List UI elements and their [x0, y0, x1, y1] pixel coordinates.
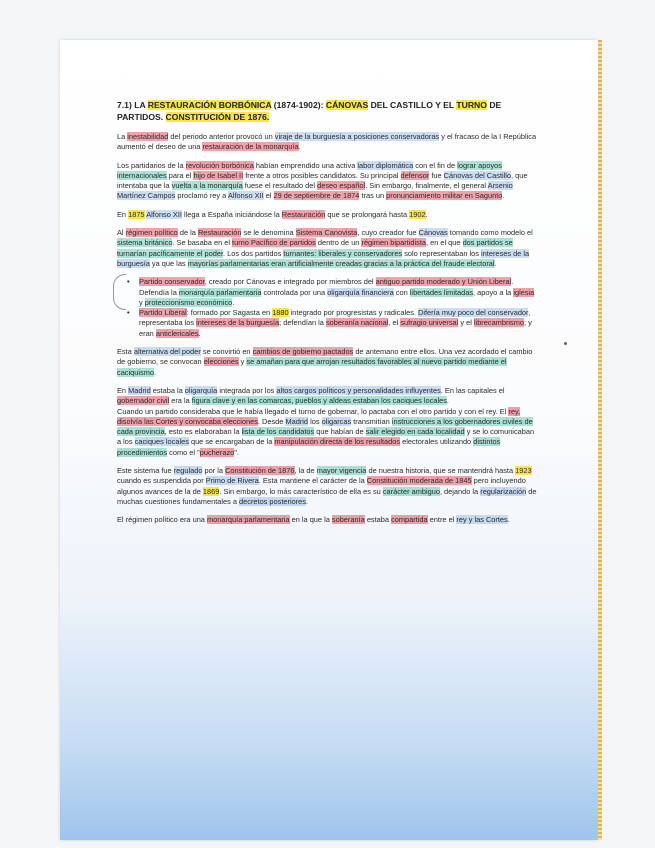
- highlight: régimen bipartidista: [361, 238, 426, 248]
- highlight: soberanía nacional: [325, 318, 389, 328]
- highlight: defensor: [400, 170, 430, 180]
- highlight: pucherazo: [199, 447, 235, 457]
- highlight: regularización: [480, 486, 527, 496]
- text: de nuestra historia, que se mantendrá hasta: [366, 466, 516, 476]
- document-content: [117, 100, 537, 534]
- text: .: [232, 297, 235, 307]
- paragraph-6: [117, 386, 537, 407]
- highlight: intereses de la burguesía: [117, 248, 530, 268]
- text: El régimen político era una: [117, 515, 207, 525]
- text: frente a otros posibles candidatos. Su principal: [243, 170, 401, 180]
- text: .: [446, 396, 449, 406]
- text: . Los dos partidos: [223, 248, 284, 258]
- text: , dejando la: [439, 486, 481, 496]
- text: . Desde: [257, 416, 286, 426]
- list-item: [139, 308, 537, 339]
- text: En: [117, 385, 129, 395]
- document-title: [117, 100, 537, 123]
- highlight: monarquía parlamentaria: [206, 515, 290, 525]
- text: , cuyo creador fue: [357, 228, 419, 238]
- highlight: Restauración: [281, 209, 326, 219]
- text: .: [425, 209, 428, 219]
- highlight: libertades limitadas: [409, 287, 474, 297]
- text: habían emprendido una activa: [253, 160, 358, 170]
- text: tras un: [359, 191, 387, 201]
- highlight: soberanía: [331, 515, 365, 525]
- text: ; defendían la: [279, 318, 326, 328]
- text: con el fin de: [413, 160, 458, 170]
- text: Los partidarios de la: [117, 160, 186, 170]
- text: . Defendía la: [139, 277, 514, 297]
- text: y: [139, 297, 145, 307]
- text: . Sin embargo, lo más característico de ella es su: [219, 486, 383, 496]
- highlight: pronunciamiento militar en Sagunto: [386, 191, 503, 201]
- text: ; y eran: [139, 318, 532, 338]
- highlight: turnantes: liberales y conservadores: [283, 248, 403, 258]
- text: integrada por los: [217, 385, 277, 395]
- highlight: se amañan para que arrojan resultados favorables al nuevo partido mediante el caciquismo: [117, 357, 507, 377]
- text: .: [494, 258, 497, 268]
- text: , que intentaba que la: [117, 170, 528, 191]
- highlight: mayorías parlamentarias eran artificialmente creadas gracias a la práctica del fraude electoral: [187, 258, 495, 268]
- highlight: Partido conservador: [139, 277, 205, 287]
- text: ".: [234, 447, 239, 457]
- title-highlight: CÁNOVAS: [325, 100, 369, 110]
- title-highlight: CONSTITUCIÓN DE 1876.: [165, 111, 270, 122]
- highlight: salir elegido en cada localidad: [365, 427, 465, 437]
- highlight: turno Pacífico de partidos: [232, 238, 316, 248]
- ink-dot: [564, 342, 567, 345]
- highlight: sistema británico: [117, 238, 173, 248]
- text: dentro de un: [315, 238, 362, 248]
- highlight: elecciones: [203, 357, 239, 367]
- highlight: lograr apoyos internacionales: [117, 160, 502, 180]
- highlight: oligarquía: [184, 385, 218, 395]
- text: . Esta mantiene el carácter de la: [258, 476, 367, 486]
- highlight: Madrid: [128, 385, 151, 395]
- text: ya que las: [149, 258, 188, 268]
- highlight: compartida: [391, 515, 428, 525]
- text: como el ": [167, 447, 200, 457]
- text: , esto es elaboraban la: [164, 427, 242, 437]
- highlight: distintos procedimientos: [117, 437, 501, 457]
- highlight: Constitución de 1876: [225, 466, 295, 476]
- text: cuando es suspendida por: [117, 476, 206, 486]
- text: y el: [458, 318, 474, 328]
- text: solo representaban los: [402, 248, 482, 258]
- highlight: manipulación directa de los resultados: [274, 437, 401, 447]
- text: por la: [202, 466, 226, 476]
- text: el: [263, 191, 274, 201]
- highlight: Sistema Canovista: [295, 228, 358, 238]
- highlight: vuelta a la monarquía: [171, 181, 243, 191]
- text: del periodo anterior provocó un: [168, 132, 275, 141]
- text: pero incluyendo algunos avances de la de: [117, 476, 526, 496]
- text: , representaba los: [139, 308, 531, 328]
- text: Esta: [117, 347, 134, 357]
- text: y: [238, 357, 247, 367]
- text: estaba: [364, 515, 392, 525]
- highlight: altos cargos políticos y personalidades influyentes: [276, 385, 441, 395]
- text: , apoyo a la: [473, 287, 514, 297]
- page-edge: [598, 40, 602, 840]
- text: se le denomina: [241, 228, 296, 238]
- text: entre el: [427, 515, 457, 525]
- text: , en el que: [425, 238, 463, 248]
- highlight: Cánovas del Castillo: [443, 170, 512, 180]
- highlight: figura clave y en las comarcas, pueblos y aldeas estaban los caciques locales: [191, 396, 447, 406]
- paragraph-8: [117, 466, 537, 507]
- title-text: 7.1) LA: [117, 100, 148, 110]
- highlight: Difería muy poco del conservador: [418, 308, 529, 318]
- highlight: Alfonso XII: [146, 209, 182, 219]
- highlight: 1869: [202, 486, 220, 496]
- highlight: 1875: [128, 209, 145, 219]
- highlight: 1902: [409, 209, 426, 219]
- paragraph-4: [117, 228, 537, 269]
- text: era la: [169, 396, 192, 406]
- title-text: DEL CASTILLO Y EL: [368, 100, 457, 110]
- highlight: Partido Liberal: [139, 308, 187, 318]
- highlight: Restauración: [197, 228, 242, 238]
- text: transmitían: [351, 416, 392, 426]
- text: . Se basaba en el: [172, 238, 233, 248]
- text: . Sin embargo, finalmente, el general: [365, 181, 488, 191]
- highlight: librecambrismo: [473, 318, 525, 328]
- text: y el fracaso de la I República aumentó el deseo de una: [117, 132, 537, 152]
- highlight: intereses de la burguesía: [196, 318, 280, 328]
- highlight: instrucciones a los gobernadores civiles de cada provincia: [117, 416, 533, 437]
- text: en la que la: [289, 515, 332, 525]
- text: de muchas cuestiones fundamentales a: [117, 486, 537, 506]
- highlight: Arsenio Martínez Campos: [117, 181, 513, 201]
- paragraph-9: [117, 515, 537, 525]
- paragraph-3: [117, 210, 537, 220]
- paragraph-7: [117, 407, 537, 458]
- highlight: viraje de la burguesía a posiciones conservadoras: [274, 132, 440, 141]
- text: con: [393, 287, 410, 297]
- highlight: Primo de Rivera: [205, 476, 259, 486]
- highlight: iglesia: [513, 287, 535, 297]
- highlight: decretos posteriores: [239, 496, 306, 506]
- title-highlight: TURNO: [456, 100, 487, 110]
- highlight: cambios de gobierno pactados: [252, 347, 354, 357]
- highlight: 29 de septiembre de 1874: [273, 191, 360, 201]
- text: que se encargaban de la: [188, 437, 275, 447]
- highlight: carácter ambiguo: [382, 486, 440, 496]
- title-text: (1874-1902):: [271, 100, 326, 110]
- text: .: [306, 496, 309, 506]
- highlight: Madrid: [285, 416, 309, 426]
- text: Cuando un partido consideraba que le había llegado el turno de gobernar, lo pactaba con el otro partido y con el rey. El: [117, 406, 509, 416]
- highlight: hijo de Isabel II: [193, 170, 244, 180]
- text: proclamó rey a: [175, 191, 228, 201]
- highlight: revolución borbónica: [185, 160, 254, 170]
- text: , creado por Cánovas e integrado por miembros del: [204, 277, 376, 287]
- party-list: [117, 277, 537, 339]
- text: estaba la: [150, 385, 185, 395]
- highlight: régimen político: [125, 228, 178, 238]
- text: .: [153, 367, 157, 377]
- text: llega a España iniciándose la: [181, 209, 282, 219]
- highlight: mayor vigencia: [316, 466, 367, 476]
- text: , el: [388, 318, 401, 328]
- text: tomando como modelo el: [447, 228, 533, 238]
- highlight: monarquía parlamentaria: [178, 287, 262, 297]
- highlight: sufragio universal: [400, 318, 459, 328]
- text: : formado por Sagasta en: [186, 308, 273, 318]
- list-item: [139, 277, 537, 308]
- text: para el: [166, 170, 194, 180]
- handwritten-bracket: [113, 274, 126, 310]
- highlight: inestabilidad: [127, 132, 169, 141]
- paragraph-5: [117, 347, 537, 378]
- text: de antemano entre ellos. Una vez acordado el cambio de gobierno, se convocan: [117, 347, 533, 367]
- text: que se prolongará hasta: [325, 209, 410, 219]
- text: . En las capitales el: [440, 385, 505, 395]
- text: La: [117, 132, 128, 141]
- highlight: Cánovas: [418, 228, 448, 238]
- highlight: 1923: [515, 466, 532, 476]
- highlight: Constitución moderada de 1845: [366, 476, 472, 486]
- highlight: antiguo partido moderado y Unión Liberal: [375, 277, 512, 287]
- text: se convirtió en: [200, 347, 253, 357]
- text: fuese el resultado del: [242, 181, 318, 191]
- highlight: rey y las Cortes: [456, 515, 508, 525]
- text: .: [507, 515, 510, 525]
- paragraph-2: [117, 161, 537, 202]
- highlight: oligarquía financiera: [327, 287, 394, 297]
- text: electorales utilizando: [400, 437, 474, 447]
- highlight: 1880: [272, 308, 289, 318]
- document-page: [60, 40, 598, 840]
- text: los: [308, 416, 322, 426]
- highlight: oligarcas: [321, 416, 352, 426]
- title-text: DE PARTIDOS.: [117, 100, 502, 122]
- text: y se lo comunicaban a los: [117, 427, 535, 447]
- highlight: regulado: [173, 466, 203, 476]
- highlight: caciques locales: [134, 437, 189, 447]
- text: .: [298, 142, 301, 152]
- highlight: deseo español: [317, 181, 366, 191]
- highlight: Alfonso XII: [227, 191, 264, 201]
- text: controlada por una: [261, 287, 328, 297]
- text: que habían de: [314, 427, 366, 437]
- title-highlight: RESTAURACIÓN BORBÓNICA: [147, 100, 272, 110]
- paragraph-1: [117, 132, 537, 153]
- text: integrado por progresistas y radicales.: [288, 308, 418, 318]
- highlight: gobernador civil: [117, 396, 170, 406]
- text: .: [502, 191, 505, 201]
- highlight: restauración de la monarquía: [202, 142, 299, 152]
- text: de la: [177, 228, 198, 238]
- highlight: dos partidos se turnarían pacíficamente el poder: [117, 238, 513, 258]
- text: Este sistema fue: [117, 466, 174, 476]
- text: .: [198, 328, 201, 338]
- highlight: labor diplomática: [357, 160, 414, 170]
- highlight: lista de los candidatos: [241, 427, 315, 437]
- highlight: rey, disolvía las Cortes y convocaba elecciones: [117, 406, 521, 426]
- text: fue: [429, 170, 444, 180]
- text: Al: [117, 228, 126, 238]
- highlight: alternativa del poder: [133, 347, 201, 357]
- text: En: [117, 209, 129, 219]
- highlight: proteccionismo económico: [144, 297, 233, 307]
- text: , la de: [294, 466, 317, 476]
- highlight: anticlericales: [155, 328, 199, 338]
